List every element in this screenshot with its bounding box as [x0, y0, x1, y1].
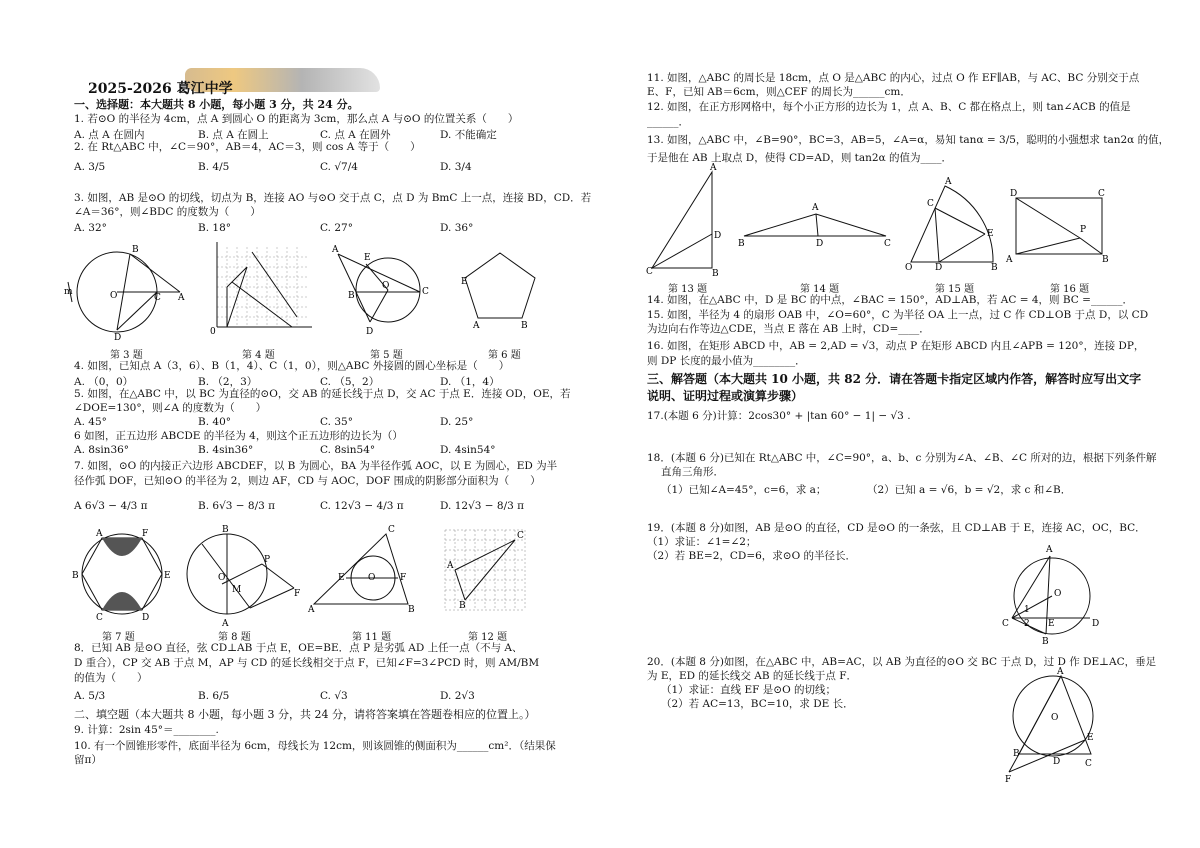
- svg-text:B: B: [348, 291, 355, 301]
- svg-text:D: D: [816, 239, 824, 249]
- svg-text:O: O: [218, 573, 226, 583]
- q15-line-1: 15. 如图，半径为 4 的扇形 OAB 中，∠O=60°，C 为半径 OA 上一点，过 C 作 CD⊥OB 于点 D，以 CD: [647, 309, 1149, 321]
- q6-opt-d: D. 4sin54°: [440, 444, 496, 456]
- q6-opt-c: C. 8sin54°: [320, 444, 376, 456]
- fig-caption-4: 第 4 题: [242, 350, 275, 361]
- svg-text:C: C: [388, 525, 395, 535]
- q4-opt-d: D. （1，4）: [440, 376, 500, 388]
- q3-opt-a: A. 32°: [74, 222, 107, 234]
- svg-text:E: E: [1048, 619, 1055, 629]
- fig-caption-15: 第 15 题: [935, 284, 975, 295]
- q1-opt-b: B. 点 A 在圆上: [198, 129, 269, 141]
- svg-text:M: M: [232, 585, 242, 595]
- svg-text:O: O: [382, 281, 390, 291]
- section-3-heading-2: 说明、证明过程或演算步骤）: [647, 389, 804, 403]
- q20-line-1: 20．(本题 8 分)如图，在△ABC 中，AB=AC，以 AB 为直径的⊙O 交 BC 于点 D，过 D 作 DE⊥AC，垂足: [647, 656, 1157, 668]
- svg-text:1: 1: [1024, 605, 1030, 615]
- svg-text:F: F: [400, 573, 407, 583]
- q5-opt-d: D. 25°: [440, 416, 474, 428]
- svg-text:D: D: [714, 231, 722, 241]
- q19-part-2: （2）若 BE=2，CD=6，求⊙O 的半径长．: [647, 550, 857, 562]
- q4-stem: 4. 如图，已知点 A（3，6）、B（1，4）、C（1，0），则△ABC 外接圆的圆心坐标是（ ）: [74, 360, 510, 372]
- q7-opt-c: C. 12√3 − 4/3 π: [320, 500, 404, 512]
- svg-text:P: P: [264, 555, 271, 565]
- q1-opt-c: C. 点 A 在圆外: [320, 129, 391, 141]
- fig-caption-3: 第 3 题: [110, 350, 143, 361]
- svg-text:A: A: [447, 561, 454, 571]
- svg-text:E: E: [987, 229, 994, 239]
- svg-text:E: E: [1087, 733, 1094, 743]
- q1-opt-d: D. 不能确定: [440, 129, 497, 141]
- q15-line-2: 为边向右作等边△CDE，当点 E 落在 AB 上时，CD=____．: [647, 323, 930, 335]
- q8-opt-b: B. 6/5: [198, 690, 230, 702]
- svg-text:0: 0: [210, 327, 216, 337]
- fig-q7: [72, 529, 172, 623]
- svg-text:O: O: [110, 291, 118, 301]
- q16-line-1: 16. 如图，在矩形 ABCD 中，AB = 2,AD = √3，动点 P 在矩形 ABCD 内且∠APB = 120°，连接 DP，: [647, 340, 1145, 352]
- q4-opt-a: A. （0，0）: [74, 376, 134, 388]
- svg-text:A: A: [1006, 255, 1013, 265]
- svg-text:E: E: [461, 277, 468, 287]
- svg-text:D: D: [935, 263, 943, 273]
- svg-text:C: C: [1098, 189, 1105, 199]
- svg-text:2: 2: [1024, 619, 1030, 629]
- svg-text:B: B: [132, 245, 139, 255]
- svg-text:B: B: [72, 571, 79, 581]
- fig-q12: [445, 530, 525, 610]
- fig-q8: [182, 525, 302, 629]
- q20-part-1: （1）求证：直线 EF 是⊙O 的切线；: [661, 684, 837, 696]
- q2-opt-d: D. 3/4: [440, 161, 472, 173]
- q5-opt-b: B. 40°: [198, 416, 232, 428]
- q6-opt-b: B. 4sin36°: [198, 444, 254, 456]
- fig-q4: [212, 242, 322, 337]
- q4-opt-c: C. （5，2）: [320, 376, 380, 388]
- fig-q15: [905, 177, 1000, 273]
- q3-opt-d: D. 36°: [440, 222, 474, 234]
- q10-line-2: 留π）: [74, 754, 102, 766]
- q13-line-1: 13. 如图，△ABC 中，∠B=90°，BC=3，AB=5，∠A=α，易知 tanα = 3/5，聪明的小强想求 tan2α 的值，: [647, 134, 1170, 146]
- svg-text:A: A: [178, 293, 185, 303]
- q6-opt-a: A. 8sin36°: [74, 444, 130, 456]
- q8-stem-1: 8．已知 AB 是⊙O 直径，弦 CD⊥AB 于点 E，OE=BE．点 P 是劣弧 AD 上任一点（不与 A、: [74, 642, 523, 654]
- fig-caption-14: 第 14 题: [800, 284, 840, 295]
- svg-text:E: E: [164, 571, 171, 581]
- q2-opt-c: C. √7/4: [320, 161, 358, 173]
- fig-q5: [330, 242, 440, 337]
- q1-stem: 1. 若⊙O 的半径为 4cm，点 A 到圆心 O 的距离为 3cm，那么点 A 与⊙O 的位置关系（ ）: [74, 113, 519, 125]
- q12-line-1: 12. 如图，在正方形网格中，每个小正方形的边长为 1，点 A、B、C 都在格点上，则 tan∠ACB 的值是: [647, 101, 1131, 113]
- svg-text:C: C: [154, 293, 161, 303]
- q3-opt-c: C. 27°: [320, 222, 353, 234]
- q18-line-2: 直角三角形．: [661, 466, 724, 478]
- svg-text:A: A: [308, 605, 315, 615]
- fig-q14: [740, 200, 895, 250]
- svg-text:C: C: [1002, 619, 1009, 629]
- svg-text:C: C: [1085, 759, 1092, 769]
- q8-opt-d: D. 2√3: [440, 690, 475, 702]
- q10-line-1: 10. 有一个圆锥形零件，底面半径为 6cm，母线长为 12cm，则该圆锥的侧面积为______cm²．（结果保: [74, 740, 556, 752]
- svg-text:O: O: [1054, 589, 1062, 599]
- q8-opt-c: C. √3: [320, 690, 348, 702]
- svg-text:P: P: [1080, 225, 1087, 235]
- fig-q3: [64, 242, 200, 343]
- svg-text:O: O: [1051, 713, 1059, 723]
- svg-text:B: B: [991, 263, 998, 273]
- fig-caption-12: 第 12 题: [468, 632, 508, 643]
- fig-caption-5: 第 5 题: [370, 350, 403, 361]
- exam-title: 2025-2026 葛江中学: [88, 81, 233, 97]
- fig-caption-13: 第 13 题: [668, 284, 708, 295]
- q6-stem: 6 如图，正五边形 ABCDE 的半径为 4，则这个正五边形的边长为（）: [74, 430, 403, 442]
- fig-q20: [1005, 667, 1110, 785]
- fig-q19: [1000, 545, 1100, 647]
- svg-text:C: C: [884, 239, 891, 249]
- q5-stem-1: 5. 如图，在△ABC 中，以 BC 为直径的⊙O，交 AB 的延长线于点 D，交 AC 于点 E．连接 OD，OE，若: [74, 388, 571, 400]
- svg-text:E: E: [338, 573, 345, 583]
- q2-stem: 2. 在 Rt△ABC 中，∠C＝90°，AB＝4，AC＝3，则 cos A 等于（ ）: [74, 141, 421, 153]
- fig-caption-16: 第 16 题: [1050, 284, 1090, 295]
- q17: 17.(本题 6 分)计算：2cos30° + |tan 60° − 1| − √3 .: [647, 410, 911, 422]
- svg-text:A: A: [332, 245, 339, 255]
- section-1-heading: 一、选择题：本大题共 8 小题，每小题 3 分，共 24 分。: [74, 98, 359, 111]
- fig-caption-8: 第 8 题: [218, 632, 251, 643]
- q12-line-2: ______．: [647, 116, 689, 128]
- svg-text:D: D: [114, 333, 122, 343]
- svg-text:A: A: [710, 163, 717, 173]
- q7-stem-1: 7. 如图，⊙O 的内接正六边形 ABCDEF，以 B 为圆心，BA 为半径作弧 AOC，以 E 为圆心，ED 为半: [74, 460, 558, 472]
- svg-text:O: O: [905, 263, 913, 273]
- svg-text:D: D: [1010, 189, 1018, 199]
- q9: 9. 计算：2sin 45°＝________.: [74, 724, 219, 736]
- q7-opt-d: D. 12√3 − 8/3 π: [440, 500, 525, 512]
- fig-q16: [1006, 189, 1110, 265]
- fig-caption-7: 第 7 题: [102, 632, 135, 643]
- svg-text:O: O: [368, 573, 376, 583]
- svg-text:B: B: [521, 321, 528, 331]
- svg-text:A: A: [812, 203, 819, 213]
- svg-text:D: D: [1092, 619, 1100, 629]
- svg-text:F: F: [142, 529, 149, 539]
- q19-part-1: （1）求证：∠1=∠2；: [647, 536, 757, 548]
- q3-opt-b: B. 18°: [198, 222, 232, 234]
- svg-text:B: B: [222, 525, 229, 535]
- q11-line-2: E、F，已知 AB＝6cm，则△CEF 的周长为______cm．: [647, 86, 911, 98]
- fig-caption-11: 第 11 题: [352, 632, 392, 643]
- svg-text:B: B: [1102, 255, 1109, 265]
- svg-text:B: B: [459, 601, 466, 611]
- svg-text:B: B: [1013, 749, 1020, 759]
- q1-opt-a: A. 点 A 在圆内: [74, 129, 145, 141]
- q3-stem-2: ∠A＝36°，则∠BDC 的度数为（ ）: [74, 206, 261, 218]
- svg-text:B: B: [408, 605, 415, 615]
- q5-opt-c: C. 35°: [320, 416, 353, 428]
- q8-stem-2: D 重合），CP 交 AB 于点 M，AP 与 CD 的延长线相交于点 F，已知∠F=3∠PCD 时，则 AM/BM: [74, 657, 540, 669]
- svg-text:F: F: [294, 589, 301, 599]
- svg-text:B: B: [738, 239, 745, 249]
- fig-q11: [308, 525, 418, 615]
- svg-text:C: C: [517, 531, 524, 541]
- svg-text:D: D: [366, 327, 374, 337]
- fig-q6: [455, 248, 545, 331]
- q18-part-2: （2）已知 a = √6，b = √2，求 c 和∠B．: [867, 484, 1072, 496]
- q20-part-2: （2）若 AC=13，BC=10，求 DE 长．: [661, 698, 854, 710]
- q7-opt-b: B. 6√3 − 8/3 π: [198, 500, 276, 512]
- svg-text:D: D: [1053, 757, 1061, 767]
- svg-text:A: A: [1057, 667, 1064, 677]
- fig-caption-6: 第 6 题: [488, 350, 521, 361]
- svg-text:C: C: [96, 613, 103, 623]
- svg-text:A: A: [96, 529, 103, 539]
- q18-line-1: 18．(本题 6 分)已知在 Rt△ABC 中，∠C=90°，a、b、c 分别为∠A、∠B、∠C 所对的边，根据下列条件解: [647, 452, 1157, 464]
- svg-text:B: B: [1042, 637, 1049, 647]
- svg-text:A: A: [222, 619, 229, 629]
- q5-stem-2: ∠DOE=130°，则∠A 的度数为（ ）: [74, 402, 267, 414]
- section-3-heading-1: 三、解答题（本大题共 10 小题，共 82 分．请在答题卡指定区域内作答，解答时应写出文字: [647, 372, 1142, 386]
- svg-text:D: D: [142, 613, 150, 623]
- q13-line-2: 于是他在 AB 上取点 D，使得 CD=AD，则 tan2α 的值为____．: [647, 152, 953, 164]
- q4-opt-b: B. （2，3）: [198, 376, 258, 388]
- svg-text:B: B: [712, 269, 719, 279]
- q8-stem-3: 的值为（ ）: [74, 672, 148, 684]
- svg-text:m: m: [64, 287, 73, 297]
- fig-q13: [646, 163, 730, 279]
- q2-opt-a: A. 3/5: [74, 161, 106, 173]
- q14: 14. 如图，在△ABC 中，D 是 BC 的中点，∠BAC = 150°，AD⊥AB，若 AC = 4，则 BC =______．: [647, 294, 1133, 306]
- q19-line-1: 19．(本题 8 分)如图，AB 是⊙O 的直径，CD 是⊙O 的一条弦，且 CD⊥AB 于 E，连接 AC，OC，BC．: [647, 522, 1146, 534]
- q11-line-1: 11. 如图，△ABC 的周长是 18cm，点 O 是△ABC 的内心，过点 O 作 EF∥AB，与 AC、BC 分别交于点: [647, 72, 1140, 84]
- q2-opt-b: B. 4/5: [198, 161, 230, 173]
- q8-opt-a: A. 5/3: [74, 690, 106, 702]
- q20-line-2: 为 E，ED 的延长线交 AB 的延长线于点 F．: [647, 670, 858, 682]
- svg-text:C: C: [646, 267, 653, 277]
- q16-line-2: 则 DP 长度的最小值为________．: [647, 355, 806, 367]
- svg-text:C: C: [927, 199, 934, 209]
- q7-stem-2: 径作弧 DOF，已知⊙O 的半径为 2，则边 AF，CD 与 AOC，DOF 围成的阴影部分面积为（ ）: [74, 475, 541, 487]
- q7-opt-a: A 6√3 − 4/3 π: [74, 500, 148, 512]
- svg-text:A: A: [945, 177, 952, 187]
- svg-text:A: A: [1046, 545, 1053, 555]
- svg-text:C: C: [422, 287, 429, 297]
- q3-stem-1: 3. 如图，AB 是⊙O 的切线，切点为 B，连接 AO 与⊙O 交于点 C，点 D 为 BmC 上一点，连接 BD，CD．若: [74, 192, 592, 204]
- q18-part-1: （1）已知∠A=45°，c=6，求 a；: [661, 484, 827, 496]
- section-2-heading: 二、填空题（本大题共 8 小题，每小题 3 分，共 24 分，请将答案填在答题卷相应的位置上。）: [74, 708, 536, 721]
- svg-text:E: E: [364, 253, 371, 263]
- svg-text:F: F: [1005, 775, 1012, 785]
- svg-text:A: A: [473, 321, 480, 331]
- q5-opt-a: A. 45°: [74, 416, 107, 428]
